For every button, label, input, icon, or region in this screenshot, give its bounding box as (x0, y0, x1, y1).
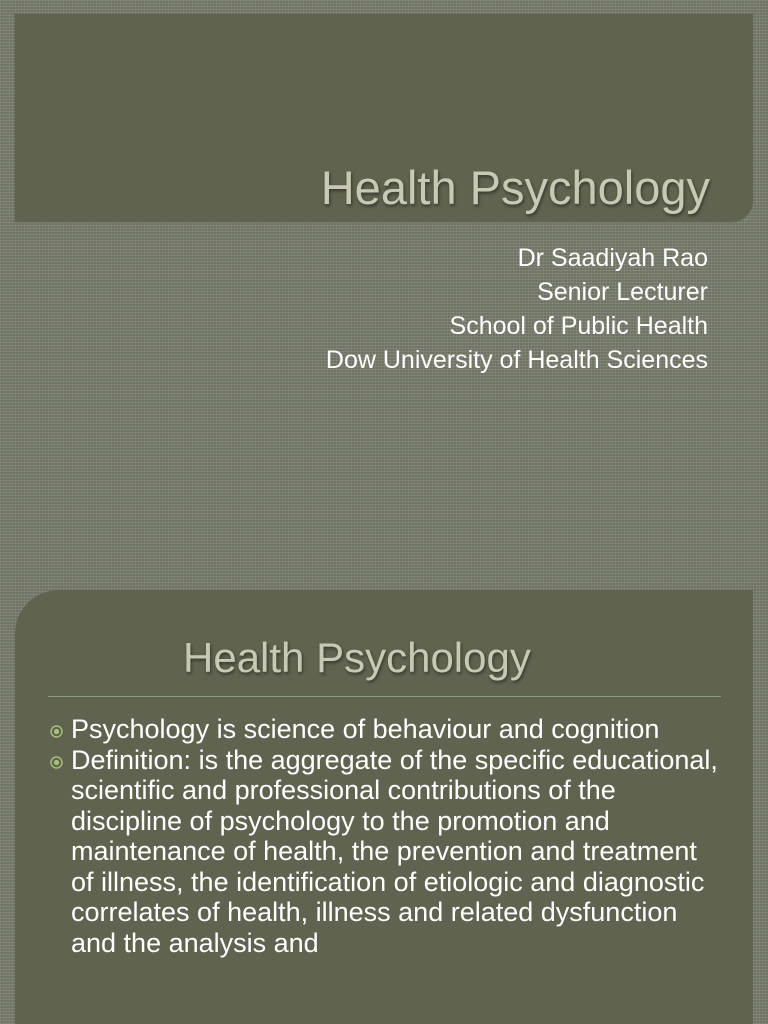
bullet-item-psychology (50, 714, 722, 745)
author-info (326, 241, 708, 377)
author-name: Dr Saadiyah Rao (517, 244, 708, 272)
bullet-text: Psychology is science of behaviour and cognition (71, 714, 660, 744)
author-university: Dow University of Health Sciences (325, 346, 708, 374)
slide-title (0, 0, 768, 400)
circle-dot-icon (50, 725, 63, 738)
author-position: Senior Lecturer (537, 278, 708, 306)
slide-heading: Health Psychology (183, 634, 531, 681)
slide-title-heading: Health Psychology (320, 161, 710, 214)
slide-content (0, 590, 768, 1024)
bullet-list (50, 714, 722, 958)
bullet-item-definition (50, 745, 722, 959)
author-school: School of Public Health (449, 312, 708, 340)
bullet-text: Definition: is the aggregate of the specific educational, scientific and professional contributions of the discipline of psychology to the promotion and maintenance of health, the prevention and treatment of illness, the identification of etiologic and diagnostic correlates of health, illness and related dysfunction and the analysis and (71, 744, 718, 958)
title-divider (48, 696, 721, 697)
circle-dot-icon (50, 756, 63, 769)
